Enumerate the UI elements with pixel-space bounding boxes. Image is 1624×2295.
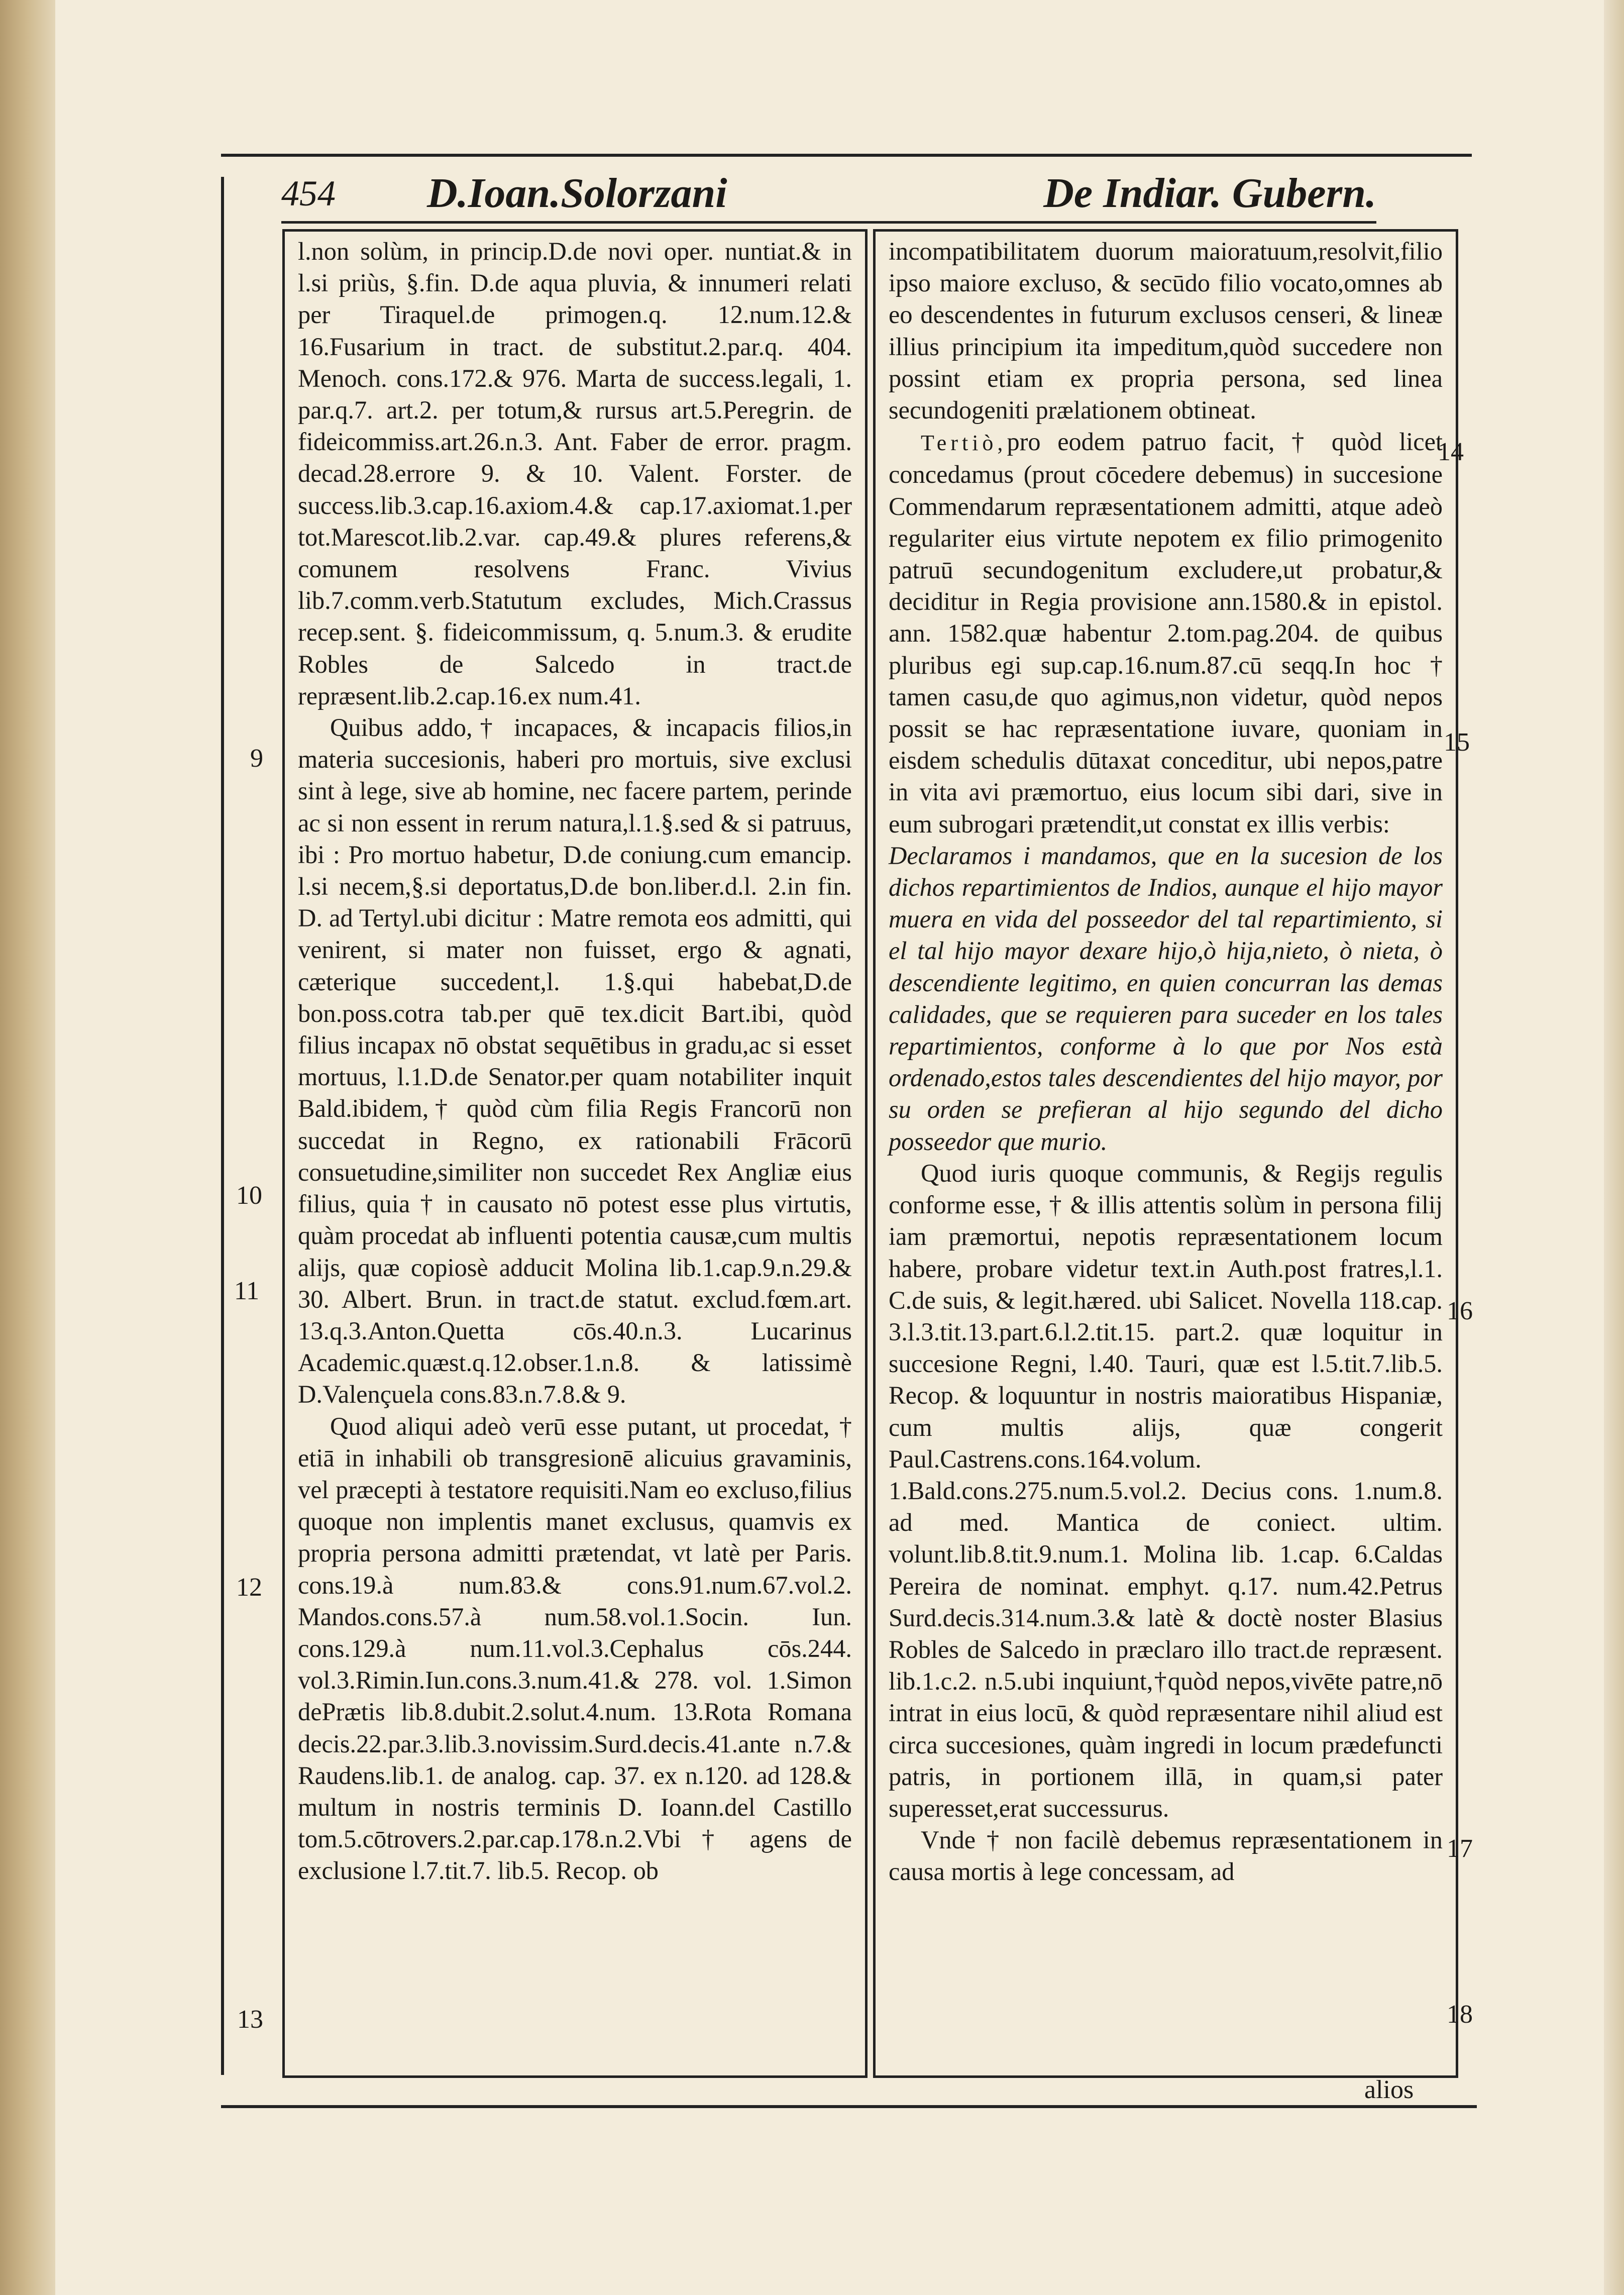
catchword: alios <box>1364 2075 1414 2104</box>
margin-number-right: 14 <box>1438 438 1464 466</box>
margin-number-left: 12 <box>236 1573 262 1602</box>
page-number: 454 <box>281 173 336 214</box>
running-header <box>281 166 1376 224</box>
margin-number-right: 17 <box>1447 1834 1473 1863</box>
paragraph-quibus-addo: Quibus addo,† incapaces, & incapacis filios,in materia succesionis, haberi pro mortuis, sive exclusi sint à lege, sive ab homine, nec facere partem, perinde ac si non essent in rerum natura,l.1.§.sed & si patruus, ibi : Pro mortuo habetur, D.de coniung.cum emancip. l.si necem,§.si deportatus,D.de bon.liber.d.l. 2.in fin. D. ad Tertyl.ubi dicitur : Matre remota eos admitti, qui venirent, si mater non fuisset, ergo & agnati, cæterique succedent,l. 1.§.qui habebat,D.de bon.poss.cotra tab.per quē tex.dicit Bart.ibi, quòd filius incapax nō obstat sequētibus in gradu,ac si esset mortuus, l.1.D.de Senator.per quam notabiliter inquit Bald.ibidem,† quòd cùm filia Regis Francorū non succedat in Regno, ex rationabili Frācorū consuetudine,similiter non succedet Rex Angliæ eius filius, quia † in causato nō potest esse plus virtutis, quàm procedat ab influenti potentia causæ,cum multis alijs, quæ copiosè adducit Molina lib.1.cap.9.n.29.& 30. Albert. Brun. in tract.de statut. exclud.fœm.art. 13.q.3.Anton.Quetta cōs.40.n.3. Lucarinus Academic.quæst.q.12.obser.1.n.8. & latissimè D.Valençuela cons.83.n.7.8.& 9. <box>298 713 852 1409</box>
running-title: De Indiar. Gubern. <box>1043 170 1376 217</box>
paragraph-lead-word: Tertiò, <box>921 431 1007 456</box>
page-frame-bottom-rule <box>221 2105 1477 2108</box>
margin-number-right: 15 <box>1444 728 1470 757</box>
margin-number-left: 10 <box>236 1181 262 1210</box>
right-text-column <box>873 229 1458 2078</box>
paragraph-continuation: l.non solùm, in princip.D.de novi oper. nuntiat.& in l.si priùs, §.fin. D.de aqua pluvia, & innumeri relati per Tiraquel.de primogen.q. 12.num.12.& 16.Fusarium in tract. de substitut.2.par.q. 404. Menoch. cons.172.& 976. Marta de success.legali, 1. par.q.7. art.2. per totum,& rursus art.5.Peregrin. de fideicommiss.art.26.n.3. Ant. Faber de error. pragm. decad.28.errore 9. & 10. Valent. Forster. de success.lib.3.cap.16.axiom.4.& cap.17.axiomat.1.per tot.Marescot.lib.2.var. cap.49.& plures referens,& comunem resolvens Franc. Vivius lib.7.comm.verb.Statutum excludes, Mich.Crassus recep.sent. §. fideicommissum, q. 5.num.3. & erudite Robles de Salcedo in tract.de repræsent.lib.2.cap.16.ex num.41. <box>298 237 852 710</box>
paragraph-tertio <box>889 426 1443 840</box>
paragraph-tertio-text: pro eodem patruo facit, † quòd licet concedamus (prout cōcedere debemus) in succesione Commendarum repræsentationem admitti, atque adeò regulariter eius virtute nepotem ex filio primogenito patruū secundogenitum excludere,ut probatur,& deciditur in Regia provisione ann.1580.& in epistol. ann. 1582.quæ habentur 2.tom.pag.204. de quibus pluribus egi sup.cap.16.num.87.cū seqq.In hoc † tamen casu,de quo agimus,non videtur, quòd nepos possit se hac repræsentatione iuvare, quoniam in eisdem schedulis dūtaxat conceditur, ubi nepos,patre in vita avi præmortuo, eius locum sibi dari, sive in eum subrogari prætendit,ut constat ex illis verbis: <box>889 428 1443 838</box>
paragraph-quod-iuris: Quod iuris quoque communis, & Regijs regulis conforme esse, † & illis attentis solùm in persona filij iam præmortui, nepotis repræsentationem locum habere, probare videtur text.in Auth.post fratres,l.1. C.de suis, & legit.hæred. ubi Salicet. Novella 118.cap. 3.l.3.tit.13.part.6.l.2.tit.15. part.2. quæ loquitur in succesione Regni, l.40. Tauri, quæ est l.5.tit.7.lib.5. Recop. & loquuntur in nostris maioratibus Hispaniæ, cum multis alijs, quæ congerit Paul.Castrens.cons.164.volum. 1.Bald.cons.275.num.5.vol.2. Decius cons. 1.num.8. ad med. Mantica de coniect. ultim. volunt.lib.8.tit.9.num.1. Molina lib. 1.cap. 6.Caldas Pereira de nominat. emphyt. q.17. num.42.Petrus Surd.decis.314.num.3.& latè & doctè noster Blasius Robles de Salcedo in præclaro illo tract.de repræsent. lib.1.c.2. n.5.ubi inquiunt,†quòd nepos,vivēte patre,nō intrat in eius locū, & quòd repræsentare nihil aliud est circa succesiones, quàm ingredi in locum prædefuncti patris, in portionem illā, in quam,si pater superesset,erat successurus. <box>889 1159 1443 1822</box>
book-binding <box>0 0 55 2295</box>
left-text-column <box>282 229 868 2078</box>
running-author: D.Ioan.Solorzani <box>427 170 727 217</box>
page-frame-left-rule <box>221 177 224 2075</box>
margin-number-left: 9 <box>250 744 263 773</box>
page-edge <box>1604 0 1624 2295</box>
paragraph-vnde: Vnde † non facilè debemus repræsentationem in causa mortis à lege concessam, ad <box>889 1826 1443 1886</box>
paragraph-quod-aliqui: Quod aliqui adeò verū esse putant, ut procedat, † etiā in inhabili ob transgresionē alicuius gravaminis, vel præcepti à testatore requisiti.Nam eo excluso,filius quoque non implentis manet exclusus, quamvis ex propria persona admitti prætendat, vt latè per Paris. cons.19.à num.83.& cons.91.num.67.vol.2. Mandos.cons.57.à num.58.vol.1.Socin. Iun. cons.129.à num.11.vol.3.Cephalus cōs.244. vol.3.Rimin.Iun.cons.3.num.41.& 278. vol. 1.Simon dePrætis lib.8.dubit.2.solut.4.num. 13.Rota Romana decis.22.par.3.lib.3.novissim.Surd.decis.41.ante n.7.& Raudens.lib.1. de analog. cap. 37. ex n.120. ad 128.& multum in nostris terminis D. Ioann.del Castillo tom.5.cōtrovers.2.par.cap.178.n.2.Vbi † agens de exclusione l.7.tit.7. lib.5. Recop. ob <box>298 1412 852 1885</box>
margin-number-right: 16 <box>1447 1297 1473 1325</box>
page-frame-top-rule <box>221 154 1472 157</box>
paragraph-incompatibilitatem: incompatibilitatem duorum maioratuum,resolvit,filio ipso maiore excluso, & secūdo filio vocato,omnes ab eo descendentes in futurum exclusos censeri, & lineæ illius principium ita impeditum,quòd succedere non possint etiam ex propria persona, sed linea secundogeniti prælationem obtineat. <box>889 237 1443 425</box>
spanish-decree-quote: Declaramos i mandamos, que en la sucesion de los dichos repartimientos de Indios, aunque el hijo mayor muera en vida del posseedor del tal repartimiento, si el tal hijo mayor dexare hijo,ò hija,nieto, ò nieta, ò descendiente legitimo, en quien concurran las demas calidades, que se requieren para suceder en los tales repartimientos, conforme à lo que por Nos està ordenado,estos tales descendientes del hijo mayor, por su orden se prefieran al hijo segundo del dicho posseedor que murio. <box>889 841 1443 1156</box>
margin-number-left: 13 <box>237 2005 263 2034</box>
margin-number-right: 18 <box>1447 2000 1473 2029</box>
margin-number-left: 11 <box>234 1277 260 1305</box>
